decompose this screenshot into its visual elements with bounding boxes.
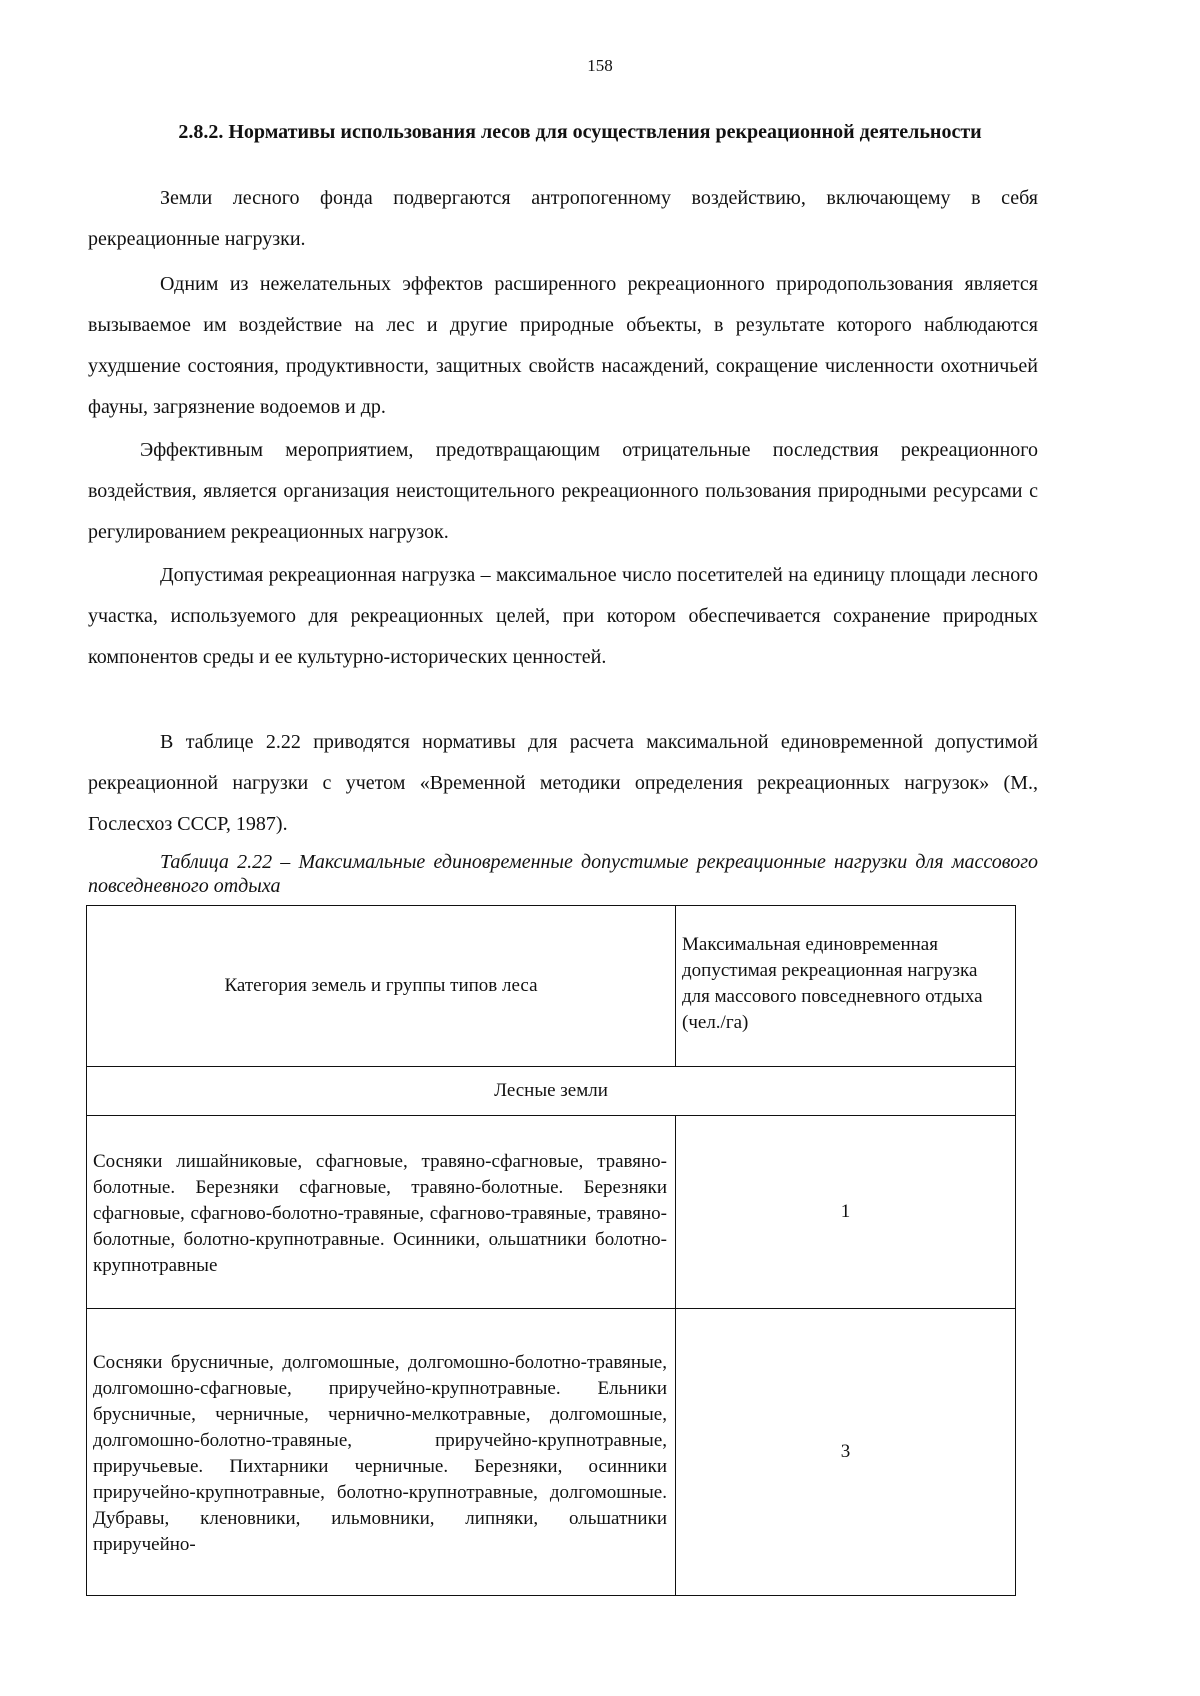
category-cell: Сосняки лишайниковые, сфагновые, травяно-сфагновые, травяно-болотные. Березняки сфагновые, травяно-болотные. Березняки сфагновые, сфагново-болотно-травяные, сфагново-травяные, травяно-болотные, болотно-крупнотравные. Осинники, ольшатники болотно-крупнотравные <box>87 1116 676 1309</box>
paragraph-2: Одним из нежелательных эффектов расширенного рекреационного природопользования является вызываемое им воздействие на лес и другие природные объекты, в результате которого наблюдаются ухудшение состояния, продуктивности, защитных свойств насаждений, сокращение численности охотничьей фауны, загрязнение водоемов и др. <box>88 273 1038 418</box>
group-row <box>87 1067 1016 1116</box>
page-number: 158 <box>587 56 613 75</box>
group-label: Лесные земли <box>87 1067 1016 1116</box>
paragraph-3: Эффективным мероприятием, предотвращающим отрицательные последствия рекреационного воздействия, является организация неистощительного рекреационного пользования природными ресурсами с регулированием рекреационных нагрузок. <box>88 439 1038 543</box>
header-category: Категория земель и группы типов леса <box>87 906 676 1067</box>
paragraph-4: Допустимая рекреационная нагрузка – максимальное число посетителей на единицу площади лесного участка, используемого для рекреационных целей, при котором обеспечивается сохранение природных компонентов среды и ее культурно-исторических ценностей. <box>88 564 1038 668</box>
table-caption: Таблица 2.22 – Максимальные единовременные допустимые рекреационные нагрузки для массового повседневного отдыха <box>88 851 1038 897</box>
paragraph-1: Земли лесного фонда подвергаются антропогенному воздействию, включающему в себя рекреационные нагрузки. <box>88 187 1038 250</box>
recreation-load-table <box>86 905 1016 1596</box>
category-cell: Сосняки брусничные, долгомошные, долгомошно-болотно-травяные, долгомошно-сфагновые, приручейно-крупнотравные. Ельники брусничные, черничные, чернично-мелкотравные, долгомошные, долгомошно-болотно-травяные, приручейно-крупнотравные, приручьевые. Пихтарники черничные. Березняки, осинники приручейно-крупнотравные, болотно-крупнотравные, долгомошные. Дубравы, кленовники, ильмовники, липняки, ольшатники приручейно- <box>87 1309 676 1596</box>
load-value-cell: 3 <box>676 1309 1016 1596</box>
table-row <box>87 1309 1016 1596</box>
paragraph-5: В таблице 2.22 приводятся нормативы для расчета максимальной единовременной допустимой рекреационной нагрузки с учетом «Временной методики определения рекреационных нагрузок» (М., Гослесхоз СССР, 1987). <box>88 731 1038 835</box>
header-max-load: Максимальная единовременная допустимая рекреационная нагрузка для массового повседневного отдыха (чел./га) <box>676 906 1016 1067</box>
table-header-row <box>87 906 1016 1067</box>
load-value-cell: 1 <box>676 1116 1016 1309</box>
section-heading: 2.8.2. Нормативы использования лесов для осуществления рекреационной деятельности <box>178 121 982 143</box>
table-row <box>87 1116 1016 1309</box>
